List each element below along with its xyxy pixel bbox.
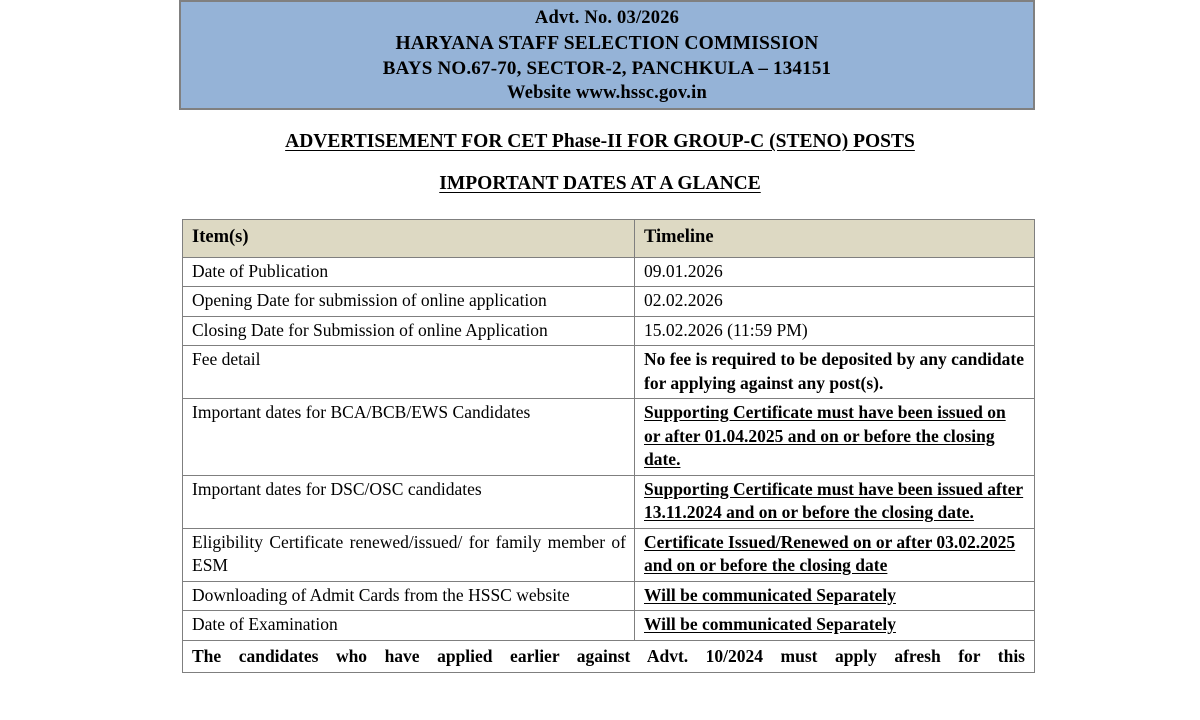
table-row [183,316,1035,346]
table-cell-timeline: Will be communicated Separately [635,581,1035,611]
table-row [183,257,1035,287]
table-cell-item: Date of Examination [183,611,635,641]
table-header-row [183,220,1035,258]
important-dates-title-block [0,170,1200,198]
table-row [183,611,1035,641]
column-header-items: Item(s) [183,220,635,258]
table-note-row [183,640,1035,672]
commission-name: HARYANA STAFF SELECTION COMMISSION [395,33,819,54]
table-cell-timeline: 09.01.2026 [635,257,1035,287]
advertisement-title-block [0,128,1200,156]
table-row [183,475,1035,528]
table-cell-timeline: 15.02.2026 (11:59 PM) [635,316,1035,346]
important-dates-table [182,219,1035,673]
table-cell-item: Downloading of Admit Cards from the HSSC website [183,581,635,611]
table-cell-item: Opening Date for submission of online application [183,287,635,317]
table-row [183,581,1035,611]
commission-header-banner [179,0,1035,110]
table-cell-timeline: Certificate Issued/Renewed on or after 03.02.2025 and on or before the closing date [635,528,1035,581]
commission-website: Website www.hssc.gov.in [507,83,707,103]
table-cell-item: Date of Publication [183,257,635,287]
table-cell-timeline: Supporting Certificate must have been issued on or after 01.04.2025 and on or before the closing date. [635,399,1035,476]
table-cell-item: Important dates for BCA/BCB/EWS Candidates [183,399,635,476]
page-title: ADVERTISEMENT FOR CET Phase-II FOR GROUP-C (STENO) POSTS [285,131,915,152]
table-cell-item: Fee detail [183,346,635,399]
table-cell-item: Important dates for DSC/OSC candidates [183,475,635,528]
table-cell-item: Eligibility Certificate renewed/issued/ for family member of ESM [183,528,635,581]
table-row [183,346,1035,399]
table-cell-timeline: No fee is required to be deposited by any candidate for applying against any post(s). [635,346,1035,399]
table-row [183,287,1035,317]
table-row [183,399,1035,476]
table-cell-item: Closing Date for Submission of online Application [183,316,635,346]
advertisement-number: Advt. No. 03/2026 [534,8,680,28]
table-cell-timeline: 02.02.2026 [635,287,1035,317]
column-header-timeline: Timeline [635,220,1035,258]
page-subtitle: IMPORTANT DATES AT A GLANCE [439,173,761,194]
commission-address: BAYS NO.67-70, SECTOR-2, PANCHKULA – 134151 [382,58,832,79]
apply-afresh-note: The candidates who have applied earlier against Advt. 10/2024 must apply afresh for this [183,640,1035,672]
table-body [183,257,1035,672]
table-head [183,220,1035,258]
table-cell-timeline: Will be communicated Separately [635,611,1035,641]
table-row [183,528,1035,581]
table-cell-timeline: Supporting Certificate must have been issued after 13.11.2024 and on or before the closing date. [635,475,1035,528]
